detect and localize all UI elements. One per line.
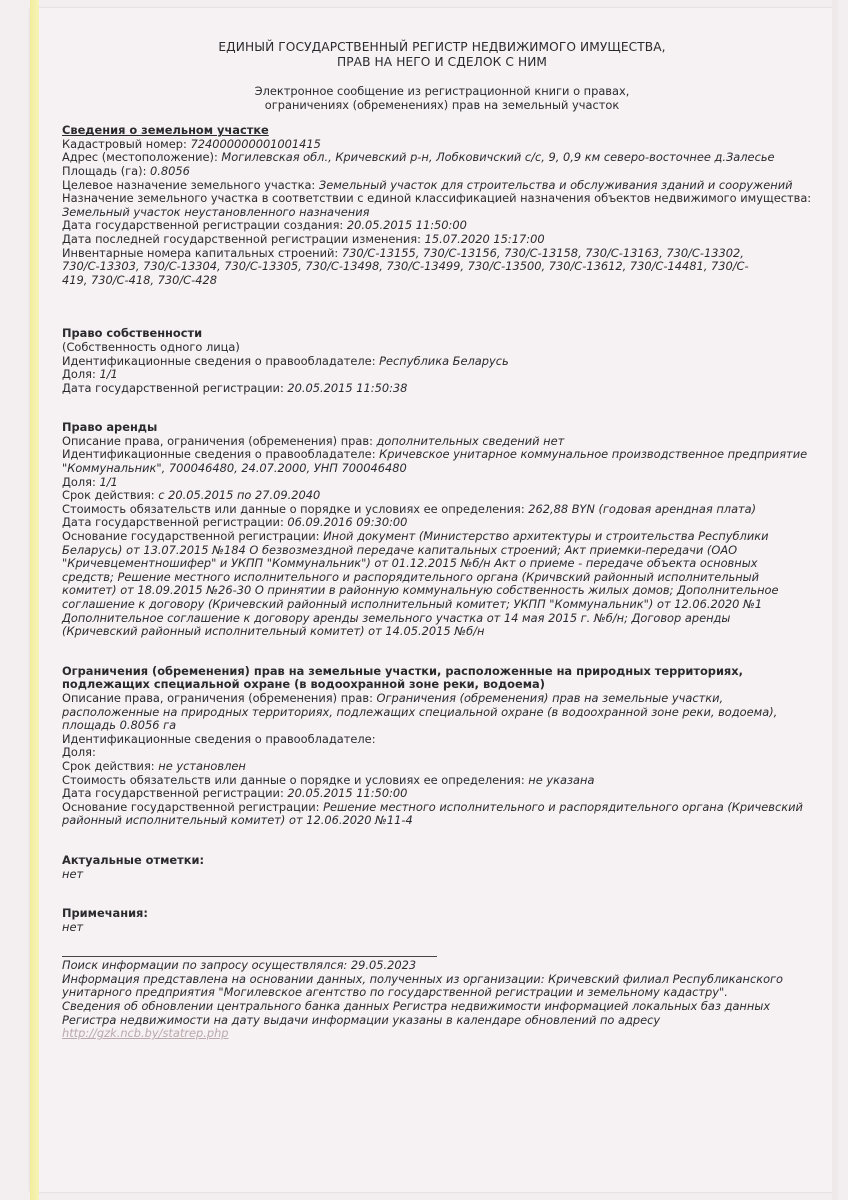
footer-search-date: Поиск информации по запросу осуществлялся: 29.05.2023 bbox=[62, 958, 417, 973]
marks-section bbox=[62, 854, 822, 881]
scan-edge-stripe bbox=[30, 0, 39, 1200]
notes-value: нет bbox=[62, 919, 84, 934]
restriction-holder: Идентификационные сведения о правообладателе: bbox=[62, 731, 376, 746]
lease-basis-cont: (Кричевский районный исполнительный комитет) от 14.05.2015 №б/н bbox=[62, 624, 485, 639]
created-date: Дата государственной регистрации создания: 20.05.2015 11:50:00 bbox=[62, 218, 467, 233]
ownership-kind: (Собственность одного лица) bbox=[62, 339, 240, 354]
restriction-description-cont: расположенные на природных территориях, подлежащих специальной охране (в водоохранной зоне реки, водоема), bbox=[62, 704, 778, 719]
inventory-numbers: Инвентарные номера капитальных строений: 730/C-13155, 730/C-13156, 730/C-13158, 730/C-13163, 730/C-13302, bbox=[62, 245, 744, 260]
restriction-description: Описание права, ограничения (обременения) прав: Ограничения (обременения) прав на земельные участки, bbox=[62, 690, 724, 705]
lease-cost: Стоимость обязательств или данные о порядке и условиях ее определения: 262,88 BYN (годовая арендная плата) bbox=[62, 501, 757, 516]
restriction-basis-cont: районный исполнительный комитет) от 12.06.2020 №11-4 bbox=[62, 813, 413, 828]
restriction-section bbox=[62, 665, 822, 828]
lease-term: Срок действия: с 20.05.2015 по 27.09.2040 bbox=[62, 488, 321, 503]
footer-update-info: Сведения об обновлении центрального банка данных Регистра недвижимости информацией локальных баз данных bbox=[62, 999, 771, 1014]
classification-value: Земельный участок неустановленного назначения bbox=[62, 204, 370, 219]
inventory-numbers-cont: 419, 730/C-418, 730/C-428 bbox=[62, 272, 217, 287]
lease-basis-cont: соглашение к договору (Кричевский районный исполнительный комитет; УКПП "Коммунальник") от 12.06.2020 №1 bbox=[62, 597, 763, 611]
restriction-cost: Стоимость обязательств или данные о порядке и условиях ее определения: не указана bbox=[62, 772, 595, 787]
ownership-holder: Идентификационные сведения о правообладателе: Республика Беларусь bbox=[62, 353, 509, 368]
lease-title: Право аренды bbox=[62, 420, 158, 435]
lease-section bbox=[62, 421, 822, 639]
ownership-reg-date: Дата государственной регистрации: 20.05.2015 11:50:38 bbox=[62, 380, 408, 395]
notes-section bbox=[62, 907, 822, 934]
footer-update-info-cont: Регистра недвижимости на дату выдачи информации указаны в календаре обновлений по адресу bbox=[62, 1012, 661, 1027]
footer-divider bbox=[62, 956, 437, 957]
restriction-term: Срок действия: не установлен bbox=[62, 758, 246, 773]
marks-value: нет bbox=[62, 866, 84, 881]
footer-source: Информация представлена на основании данных, полученных из организации: Кричевский филиал Республиканского bbox=[62, 971, 784, 986]
restriction-title: Ограничения (обременения) прав на земельные участки, расположенные на природных территориях, подлежащих специальной охране (в водоохранной зоне реки, водоема) bbox=[62, 663, 743, 692]
lease-reg-date: Дата государственной регистрации: 06.09.2016 09:30:00 bbox=[62, 515, 408, 530]
lease-holder: Идентификационные сведения о правообладателе: Кричевское унитарное коммунальное производственное предприятие bbox=[62, 447, 808, 462]
restriction-description-cont: площадь 0.8056 га bbox=[62, 718, 177, 733]
lease-basis-cont: комитет) от 18.09.2015 №26-30 О принятии в районную коммунальную собственность жилых домов; Дополнительное bbox=[62, 583, 779, 598]
lease-share: Доля: 1/1 bbox=[62, 474, 118, 489]
ownership-section bbox=[62, 327, 822, 395]
scan-edge-shadow bbox=[832, 0, 838, 1200]
footer bbox=[62, 959, 822, 1041]
message-subtitle: Электронное сообщение из регистрационной книги о правах, ограничениях (обременениях) прав на земельный участок bbox=[254, 84, 630, 112]
changed-date: Дата последней государственной регистрации изменения: 15.07.2020 15:17:00 bbox=[62, 231, 545, 246]
inventory-numbers-cont: 730/C-13303, 730/C-13304, 730/C-13305, 730/C-13498, 730/C-13499, 730/C-13500, 730/C-13612, 730/C-14481, 730/C- bbox=[62, 259, 749, 274]
lease-holder-cont: "Коммунальник", 700046480, 24.07.2000, УНП 700046480 bbox=[62, 461, 407, 476]
notes-title: Примечания: bbox=[62, 906, 148, 921]
lease-basis-cont: Дополнительное соглашение к договору аренды земельного участка от 14 мая 2015 г. №б/н; Договор аренды bbox=[62, 610, 731, 625]
lease-basis-cont: средств; Решение местного исполнительного и распорядительного органа (Кричвский районный исполнительный bbox=[62, 569, 760, 584]
address: Адрес (местоположение): Могилевская обл., Кричевский р-н, Лобковичский с/с, 9, 0,9 км северо-восточнее д.Залесье bbox=[62, 150, 775, 165]
ownership-share: Доля: 1/1 bbox=[62, 367, 118, 382]
land-section bbox=[62, 124, 822, 287]
ownership-title: Право собственности bbox=[62, 326, 203, 341]
restriction-reg-date: Дата государственной регистрации: 20.05.2015 11:50:00 bbox=[62, 786, 408, 801]
lease-basis-cont: "Кричевцементношифер" и УКПП "Коммунальник") от 01.12.2015 №б/н Акт о приеме - передаче объекта основных bbox=[62, 556, 758, 571]
document-content bbox=[62, 40, 822, 1041]
footer-source-cont: унитарного предприятия "Могилевское агентство по государственной регистрации и земельному кадастру". bbox=[62, 985, 728, 1000]
purpose: Целевое назначение земельного участка: Земельный участок для строительства и обслуживания зданий и сооружений bbox=[62, 177, 793, 192]
restriction-share: Доля: bbox=[62, 745, 96, 760]
statrep-link[interactable]: http://gzk.ncb.by/statrep.php bbox=[62, 1026, 229, 1041]
lease-description: Описание права, ограничения (обременения) прав: дополнительных сведений нет bbox=[62, 433, 565, 448]
restriction-basis: Основание государственной регистрации: Решение местного исполнительного и распорядительного органа (Кричевский bbox=[62, 799, 803, 814]
lease-basis: Основание государственной регистрации: Иной документ (Министерство архитектуры и строительства Республики bbox=[62, 529, 769, 544]
classification-label: Назначение земельного участка в соответствии с единой классификацией назначения объектов недвижимого имущества: bbox=[62, 191, 812, 206]
land-section-title: Сведения о земельном участке bbox=[62, 123, 269, 138]
lease-basis-cont: Беларусь) от 13.07.2015 №184 О безвозмездной передаче капитальных строений; Акт приемки-передачи (ОАО bbox=[62, 542, 738, 557]
area: Площадь (га): 0.8056 bbox=[62, 163, 190, 178]
cadastral-number: Кадастровый номер: 724000000001001415 bbox=[62, 136, 321, 151]
marks-title: Актуальные отметки: bbox=[62, 852, 204, 867]
register-title: ЕДИНЫЙ ГОСУДАРСТВЕННЫЙ РЕГИСТР НЕДВИЖИМОГО ИМУЩЕСТВА, ПРАВ НА НЕГО И СДЕЛОК С НИМ bbox=[218, 40, 666, 69]
